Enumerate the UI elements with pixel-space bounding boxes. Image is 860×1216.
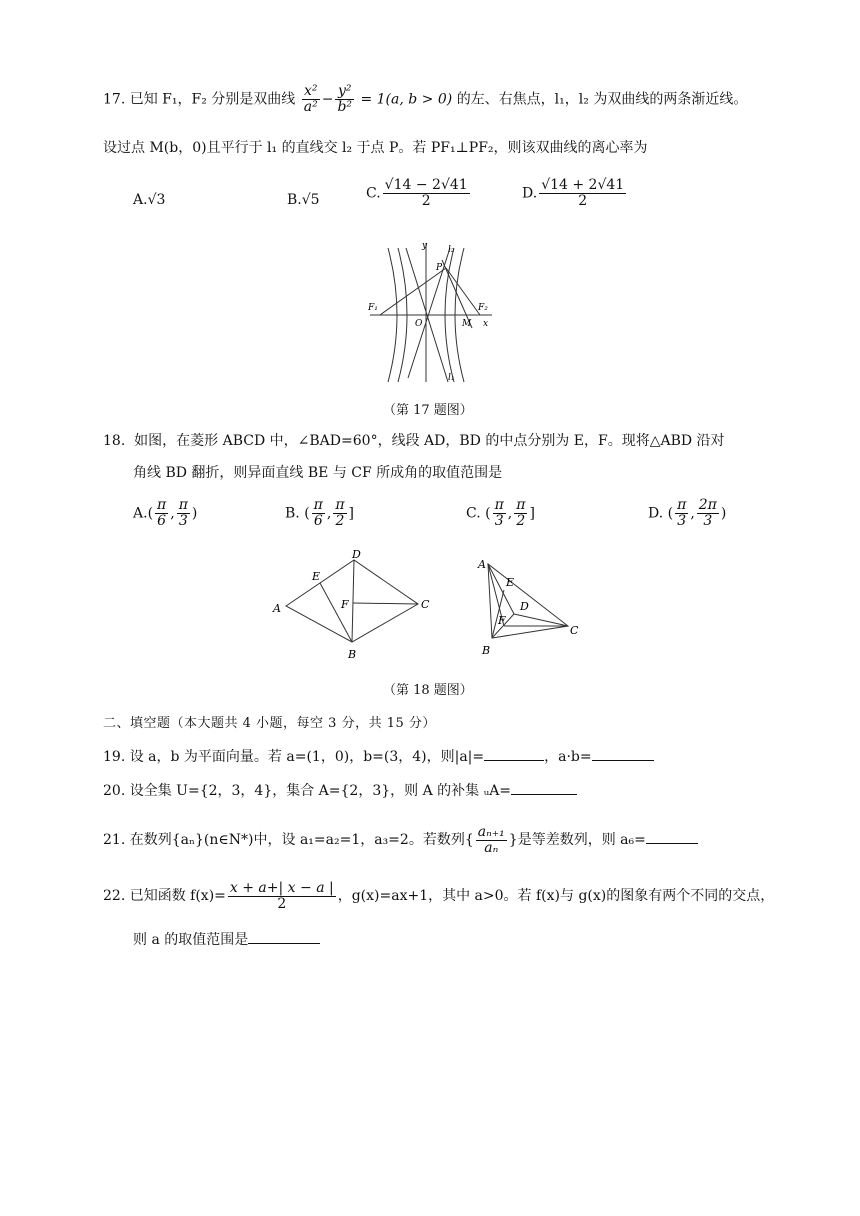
label-a: A (478, 558, 486, 571)
q17-formula-tail: = 1(a, b > 0) (360, 91, 453, 108)
q18-option-d: D. ( $\frac{\pi}{3}$ , $\frac{2\pi}{3}$ ) (648, 497, 727, 529)
label-f2: F₂ (478, 303, 488, 313)
q18-text-line1: 如图，在菱形 ABCD 中，∠BAD=60°，线段 AD，BD 的中点分别为 E，F。现将△ABD 沿对 (134, 433, 725, 449)
label-d: D (520, 600, 529, 613)
q20 (103, 780, 577, 801)
q19 (103, 746, 654, 767)
label-b: B (482, 644, 491, 656)
q20-number: 20. (103, 783, 126, 799)
label-y: y (422, 241, 428, 251)
q21-number: 21. (103, 832, 126, 848)
label-e: E (312, 570, 321, 583)
q17-number: 17. (103, 91, 126, 108)
q19-mid: ，a·b= (544, 749, 592, 765)
label-m: M (462, 319, 472, 329)
q22-line2 (133, 929, 320, 950)
q21-text-part2: 是等差数列，则 a₆= (517, 832, 646, 848)
q18-caption: （第 18 题图） (383, 683, 473, 698)
label-e: E (506, 576, 515, 589)
q17-figure (360, 238, 500, 384)
q18-figure-rhombus (268, 548, 438, 664)
q18-figure-folded (474, 552, 594, 656)
q22-number: 22. (103, 888, 126, 904)
label-l1: l₁ (448, 373, 455, 383)
q22-line2-text: 则 a 的取值范围是 (133, 932, 249, 948)
q17-line2: 设过点 M(b，0)且平行于 l₁ 的直线交 l₂ 于点 P。若 PF₁⊥PF₂，则该双曲线的离心率为 (103, 140, 648, 156)
q17-text-part2: 的左、右焦点，l₁，l₂ 为双曲线的两条渐近线。 (456, 91, 748, 108)
q17-text-part1: 已知 F₁，F₂ 分别是双曲线 (129, 91, 296, 108)
q20-text: 设全集 U={2，3，4}，集合 A={2，3}，则 A 的补集 ᵤA= (129, 783, 512, 799)
q19-blank-2[interactable] (592, 746, 654, 761)
label-f: F (341, 598, 349, 611)
segment-ad (488, 564, 514, 614)
label-b: B (348, 648, 357, 661)
q19-number: 19. (103, 749, 126, 765)
q17-option-a: A.√3 (133, 192, 166, 208)
q21-blank[interactable] (646, 829, 698, 844)
q20-blank[interactable] (511, 780, 577, 795)
q21-text-part1: 在数列{aₙ}(n∈N*)中，设 a₁=a₂=1，a₃=2。若数列 (129, 832, 465, 848)
q18-line2: 角线 BD 翻折，则异面直线 BE 与 CF 所成角的取值范围是 (133, 465, 503, 481)
label-o: O (415, 319, 423, 329)
q18-option-c: C. ( $\frac{\pi}{3}$ , $\frac{\pi}{2}$ ] (466, 497, 535, 529)
q17-fraction-y: $\frac{\text{y²}}{\text{b²}}$ (337, 83, 353, 115)
label-a: A (273, 602, 281, 615)
q17-fraction-x: $\frac{\text{x²}}{\text{a²}}$ (303, 83, 318, 115)
q17-caption: （第 17 题图） (383, 403, 473, 418)
q18-option-b: B. ( $\frac{\pi}{6}$ , $\frac{\pi}{2}$ ] (285, 497, 354, 529)
segment-fc (353, 603, 418, 604)
diagonal-bd (352, 560, 354, 642)
q17-option-d: D. $\frac{√14 + 2√41}{2}$ (522, 177, 625, 209)
q22-blank[interactable] (248, 929, 320, 944)
q22-text-part1: 已知函数 f(x)= (129, 888, 226, 904)
label-f: F (498, 614, 506, 627)
label-c: C (421, 598, 430, 611)
q18-line1 (103, 431, 725, 451)
q18-number: 18. (103, 433, 126, 449)
q18-option-a: A.( $\frac{\pi}{6}$ , $\frac{\pi}{3}$ ) (133, 497, 198, 529)
label-d: D (352, 548, 361, 561)
q22-text-part2: ，g(x)=ax+1，其中 a>0。若 f(x)与 g(x)的图象有两个不同的交点， (337, 888, 775, 904)
q22-fraction: $\frac{x + a+| x - a |}{2}$ (229, 879, 334, 912)
label-x: x (483, 319, 489, 329)
label-c: C (570, 624, 579, 637)
q17-line1: 17. 已知 F₁，F₂ 分别是双曲线 $\frac{\text{x²}}{\text{a²}}$ − $\frac{\text{y²}}{\text{b²}}$ = 1(a, b > 0) 的左、右焦点，l₁，l₂ 为双曲线的两条渐近线。 (103, 83, 748, 115)
asymptote-l2 (408, 248, 450, 378)
q19-text: 设 a，b 为平面向量。若 a=(1，0)，b=(3，4)，则|a|= (129, 749, 485, 765)
line-through-m (442, 260, 472, 328)
q17-option-c: C. $\frac{√14 - 2√41}{2}$ (366, 177, 468, 209)
q22 (103, 874, 774, 918)
q17-option-b: B.√5 (287, 192, 320, 208)
q21-fraction: $\frac{\text{aₙ₊₁}}{\text{aₙ}}$ (477, 823, 505, 856)
q21: 21. 在数列{aₙ}(n∈N*)中，设 a₁=a₂=1，a₃=2。若数列{ $\frac{\text{aₙ₊₁}}{\text{aₙ}}$ }是等差数列，则 a₆= (103, 820, 698, 860)
section-heading: 二、填空题（本大题共 4 小题，每空 3 分，共 15 分） (103, 716, 436, 731)
label-f1: F₁ (368, 303, 378, 313)
q19-blank-1[interactable] (484, 746, 544, 761)
label-p: P (436, 263, 443, 273)
label-l2: l₂ (448, 245, 455, 255)
